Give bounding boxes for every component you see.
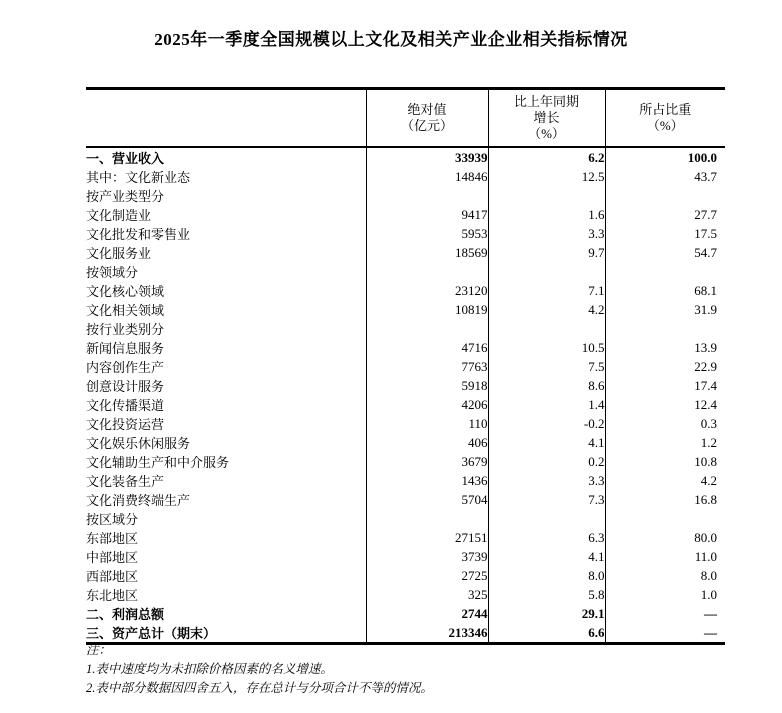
table-row	[86, 147, 725, 167]
cell-absolute: 18569	[366, 243, 488, 262]
table-row	[86, 319, 725, 338]
cell-growth: 3.3	[488, 224, 605, 243]
cell-growth: 6.2	[488, 147, 605, 167]
table-row	[86, 604, 725, 623]
table-row	[86, 300, 725, 319]
table-row	[86, 566, 725, 585]
cell-absolute: 2744	[366, 604, 488, 623]
cell-absolute: 5918	[366, 376, 488, 395]
cell-share: 17.5	[605, 224, 725, 243]
row-label: 内容创作生产	[86, 360, 165, 375]
cell-growth: 10.5	[488, 338, 605, 357]
table-row	[86, 395, 725, 414]
cell-growth: 8.6	[488, 376, 605, 395]
table-row	[86, 205, 725, 224]
row-label: 文化传播渠道	[86, 398, 165, 413]
row-label: 其中：文化新业态	[86, 170, 191, 185]
cell-share: 13.9	[605, 338, 725, 357]
cell-growth: 3.3	[488, 471, 605, 490]
cell-growth	[488, 186, 605, 205]
row-label: 文化装备生产	[86, 474, 165, 489]
table-row	[86, 585, 725, 604]
cell-growth: 29.1	[488, 604, 605, 623]
row-label: 西部地区	[86, 569, 139, 584]
row-label: 文化辅助生产和中介服务	[86, 455, 230, 470]
table-row	[86, 167, 725, 186]
page-title: 2025年一季度全国规模以上文化及相关产业企业相关指标情况	[154, 30, 628, 49]
cell-share: 22.9	[605, 357, 725, 376]
row-label: 二、利润总额	[86, 607, 165, 622]
row-label: 文化相关领域	[86, 303, 165, 318]
cell-share: 1.2	[605, 433, 725, 452]
cell-absolute: 3679	[366, 452, 488, 471]
table-row	[86, 186, 725, 205]
cell-growth	[488, 509, 605, 528]
row-label: 创意设计服务	[86, 379, 165, 394]
cell-share: 54.7	[605, 243, 725, 262]
cell-absolute: 4206	[366, 395, 488, 414]
table-row	[86, 433, 725, 452]
cell-growth: 12.5	[488, 167, 605, 186]
row-label: 文化核心领域	[86, 284, 165, 299]
notes-list	[86, 660, 433, 698]
row-label: 东北地区	[86, 588, 139, 603]
cell-absolute	[366, 319, 488, 338]
table-row	[86, 509, 725, 528]
cell-absolute: 213346	[366, 623, 488, 644]
cell-share: 8.0	[605, 566, 725, 585]
row-label: 按行业类别分	[86, 322, 165, 337]
cell-growth: 7.3	[488, 490, 605, 509]
cell-absolute: 33939	[366, 147, 488, 167]
cell-share	[605, 262, 725, 281]
cell-absolute: 14846	[366, 167, 488, 186]
table-row	[86, 357, 725, 376]
cell-absolute: 23120	[366, 281, 488, 300]
row-label: 按区域分	[86, 512, 139, 527]
cell-share: 11.0	[605, 547, 725, 566]
cell-share: —	[605, 623, 725, 644]
cell-share: 100.0	[605, 147, 725, 167]
table-body	[86, 147, 725, 644]
cell-share	[605, 319, 725, 338]
row-label: 文化制造业	[86, 208, 152, 223]
row-label: 中部地区	[86, 550, 139, 565]
cell-absolute: 10819	[366, 300, 488, 319]
cell-growth: 7.5	[488, 357, 605, 376]
cell-share: 27.7	[605, 205, 725, 224]
cell-share: 16.8	[605, 490, 725, 509]
indicators-table	[86, 87, 725, 645]
col-header-absolute: 绝对值 （亿元）	[366, 89, 488, 148]
row-label: 文化服务业	[86, 246, 152, 261]
cell-growth: 6.6	[488, 623, 605, 644]
cell-share	[605, 509, 725, 528]
cell-share: 31.9	[605, 300, 725, 319]
row-label: 一、营业收入	[86, 151, 165, 166]
table-row	[86, 528, 725, 547]
row-label: 文化批发和零售业	[86, 227, 191, 242]
note-item: 2.表中部分数据因四舍五入，存在总计与分项合计不等的情况。	[86, 681, 433, 695]
table-row	[86, 471, 725, 490]
table-row	[86, 376, 725, 395]
cell-growth: 4.1	[488, 547, 605, 566]
table-header-row	[86, 89, 725, 148]
row-label: 东部地区	[86, 531, 139, 546]
row-label: 按领域分	[86, 265, 139, 280]
cell-growth: 7.1	[488, 281, 605, 300]
row-label: 按产业类型分	[86, 189, 165, 204]
notes	[86, 641, 433, 698]
cell-absolute: 110	[366, 414, 488, 433]
cell-growth	[488, 262, 605, 281]
cell-absolute	[366, 509, 488, 528]
cell-absolute: 5704	[366, 490, 488, 509]
cell-absolute: 2725	[366, 566, 488, 585]
cell-share: 1.0	[605, 585, 725, 604]
cell-growth: 1.4	[488, 395, 605, 414]
cell-share: 68.1	[605, 281, 725, 300]
cell-absolute: 1436	[366, 471, 488, 490]
cell-absolute: 27151	[366, 528, 488, 547]
cell-growth: 4.1	[488, 433, 605, 452]
table-row	[86, 547, 725, 566]
row-label: 文化消费终端生产	[86, 493, 191, 508]
cell-absolute: 5953	[366, 224, 488, 243]
row-label: 三、资产总计（期末）	[86, 626, 217, 641]
row-label: 文化娱乐休闲服务	[86, 436, 191, 451]
table-row	[86, 338, 725, 357]
cell-share: 0.3	[605, 414, 725, 433]
cell-growth: 5.8	[488, 585, 605, 604]
cell-growth: 9.7	[488, 243, 605, 262]
col-header-growth: 比上年同期 增长 （%）	[488, 89, 605, 148]
cell-absolute: 9417	[366, 205, 488, 224]
cell-absolute	[366, 262, 488, 281]
table-row	[86, 224, 725, 243]
table-row	[86, 490, 725, 509]
cell-growth	[488, 319, 605, 338]
cell-absolute	[366, 186, 488, 205]
cell-share: 43.7	[605, 167, 725, 186]
row-label: 文化投资运营	[86, 417, 165, 432]
table-row	[86, 262, 725, 281]
cell-growth: 4.2	[488, 300, 605, 319]
cell-absolute: 3739	[366, 547, 488, 566]
cell-absolute: 406	[366, 433, 488, 452]
table-row	[86, 414, 725, 433]
note-item: 1.表中速度均为未扣除价格因素的名义增速。	[86, 662, 333, 676]
table-row	[86, 452, 725, 471]
cell-absolute: 325	[366, 585, 488, 604]
col-header-share: 所占比重 （%）	[605, 89, 725, 148]
cell-growth: 6.3	[488, 528, 605, 547]
cell-share: —	[605, 604, 725, 623]
cell-growth: -0.2	[488, 414, 605, 433]
cell-growth: 8.0	[488, 566, 605, 585]
row-label: 新闻信息服务	[86, 341, 165, 356]
cell-growth: 1.6	[488, 205, 605, 224]
table-row	[86, 281, 725, 300]
col-header-empty	[86, 89, 366, 148]
cell-absolute: 7763	[366, 357, 488, 376]
cell-share: 4.2	[605, 471, 725, 490]
cell-share: 80.0	[605, 528, 725, 547]
cell-share: 17.4	[605, 376, 725, 395]
cell-growth: 0.2	[488, 452, 605, 471]
cell-share	[605, 186, 725, 205]
cell-share: 10.8	[605, 452, 725, 471]
cell-share: 12.4	[605, 395, 725, 414]
notes-heading: 注：	[86, 643, 112, 657]
table-row	[86, 243, 725, 262]
cell-absolute: 4716	[366, 338, 488, 357]
